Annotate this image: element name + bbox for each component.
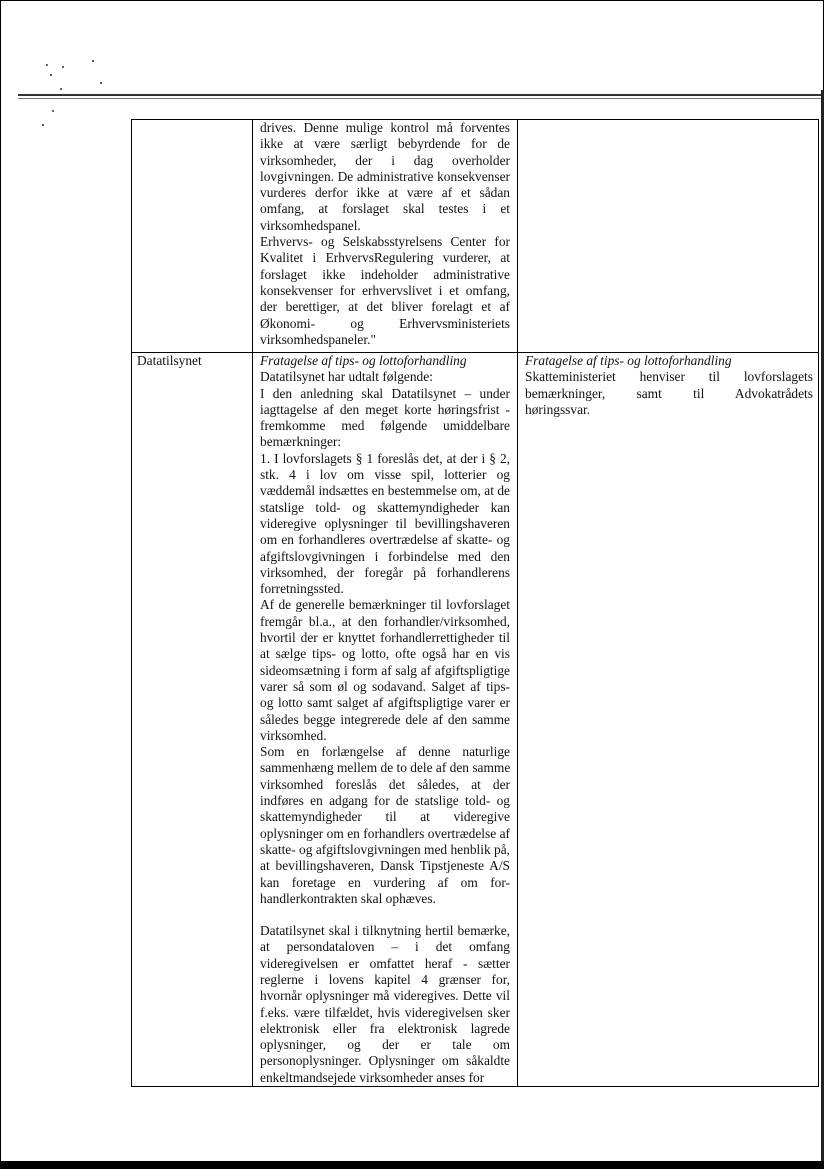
- text-line: at persondataloven – i det omfang: [260, 939, 510, 955]
- text-line: virksomheder, der i dag overholder: [260, 152, 510, 168]
- text-line: I den anledning skal Datatilsynet – under: [260, 385, 510, 401]
- scan-speck: [60, 88, 62, 90]
- comment-heading: Fratagelse af tips- og lottoforhandling: [260, 353, 467, 368]
- text-line: således begge integrerede dele af den samme: [260, 711, 510, 727]
- scan-speck: [100, 82, 102, 84]
- table-row: [132, 120, 819, 353]
- text-line: virksomhedspanel.: [260, 217, 361, 233]
- text-line: bemærkninger:: [260, 434, 342, 450]
- text-line: videregivelsen er omfattet heraf - sætter: [260, 955, 510, 971]
- text-line: Skatteministeriet henviser til lovforslagets: [525, 369, 813, 385]
- scan-speck: [92, 60, 94, 62]
- text-line: bemærkninger, samt til Advokatrådets: [525, 385, 813, 401]
- header-rule-thin: [18, 98, 824, 99]
- text-line: virksomhedspaneler.": [260, 331, 376, 347]
- text-line: virksomhed foreslås det således, at der: [260, 776, 510, 792]
- response-text: [525, 369, 813, 418]
- text-line: Af de generelle bemærkninger til lovforslaget: [260, 597, 510, 613]
- text-line: sammenhæng mellem de to dele af den samme: [260, 760, 511, 776]
- text-line: stk. 4 i lov om visse spil, lotterier og: [260, 467, 510, 483]
- respondent-name: Datatilsynet: [137, 353, 202, 368]
- text-line: personoplysninger. Oplysninger om såkaldte: [260, 1053, 510, 1069]
- text-line: Datatilsynet har udtalt følgende:: [260, 369, 433, 385]
- scan-speck: [46, 64, 48, 66]
- text-line: videregive oplysninger til bevillingshaveren: [260, 515, 510, 531]
- comment-text: [260, 120, 510, 348]
- text-line: varer så som øl og sodavand. Salget af tips-: [260, 678, 510, 694]
- text-line: reglerne i lovens kapitel 4 grænser for,: [260, 971, 510, 987]
- text-line: lovgivningen. De administrative konsekvenser: [260, 168, 510, 184]
- text-line: statslige told- og skattemyndigheder kan: [260, 499, 510, 515]
- scan-speck: [50, 74, 52, 76]
- scan-speck: [42, 124, 44, 126]
- text-line: fremgår bl.a., at den forhandler/virksomhed,: [260, 613, 510, 629]
- text-line: kan foretage en vurdering af om for-: [260, 874, 510, 890]
- text-line: skatte- og afgiftslovgivningen med henblik på,: [260, 841, 510, 857]
- text-line: afgiftslovgivningen i forbindelse med den: [260, 548, 510, 564]
- comment-cell: [253, 120, 518, 353]
- response-cell: [518, 120, 819, 353]
- text-line: indføres en adgang for de statslige told- og: [260, 793, 510, 809]
- response-cell: [518, 353, 819, 1087]
- text-line: hvornår oplysninger må videregives. Dette vil: [260, 988, 510, 1004]
- respondent-cell: [132, 120, 253, 353]
- text-line: oplysninger om en forhandlers overtrædelse af: [260, 825, 510, 841]
- text-line: f.eks. være tilfældet, hvis videregivelsen sker: [260, 1004, 510, 1020]
- text-line: ikke at være særligt bebyrdende for de: [260, 136, 510, 152]
- table-row: [132, 353, 819, 1087]
- text-line: virksomhed.: [260, 727, 327, 743]
- text-line: vurderes derfor ikke at være af et sådan: [260, 185, 510, 201]
- text-line: virksomhed, der foregår på forhandlerens: [260, 564, 510, 580]
- comment-text: [260, 369, 510, 1086]
- respondent-cell: [132, 353, 253, 1087]
- text-line: 1. I lovforslagets § 1 foreslås det, at der i § 2,: [260, 450, 510, 466]
- text-line: der berettiger, at det bliver forelagt et af: [260, 299, 510, 315]
- text-line: skattemyndigheder til at videregive: [260, 809, 510, 825]
- text-line: Kvalitet i ErhvervsRegulering vurderer, at: [260, 250, 510, 266]
- text-line: Erhvervs- og Selskabsstyrelsens Center for: [260, 234, 510, 250]
- text-line: Som en forlængelse af denne naturlige: [260, 744, 510, 760]
- header-rule: [18, 94, 824, 96]
- text-line: konsekvenser for erhvervslivet i et omfang,: [260, 282, 510, 298]
- text-line: forretningssted.: [260, 581, 344, 597]
- text-line: drives. Denne mulige kontrol må forventes: [260, 120, 510, 135]
- scan-bottom-edge: [0, 1161, 824, 1169]
- text-line: væddemål indsættes en bestemmelse om, at de: [260, 483, 510, 499]
- text-line: enkeltmandsejede virksomheder anses for: [260, 1069, 485, 1085]
- text-line: at bevillingshaveren, Dansk Tipstjeneste A/S: [260, 858, 510, 874]
- comment-cell: [253, 353, 518, 1087]
- scan-speck: [62, 66, 64, 68]
- response-heading: Fratagelse af tips- og lottoforhandling: [525, 353, 732, 368]
- text-line: og lotto samt salget af afgiftspligtige varer er: [260, 695, 510, 711]
- text-line: Datatilsynet skal i tilknytning hertil bemærke,: [260, 923, 510, 939]
- text-line: iagttagelse af den meget korte høringsfrist -: [260, 401, 510, 417]
- text-line: høringssvar.: [525, 401, 591, 417]
- text-line: Økonomi- og Erhvervsministeriets: [260, 315, 510, 331]
- text-line: om en forhandleres overtrædelse af skatte- og: [260, 532, 510, 548]
- text-line: fremkomme med følgende umiddelbare: [260, 418, 510, 434]
- text-line: forslaget ikke indeholder administrative: [260, 266, 510, 282]
- text-line: omfang, at forslaget skal testes i et: [260, 201, 510, 217]
- text-line: handlerkontrakten skal ophæves.: [260, 890, 436, 906]
- text-line: hvortil der er knyttet forhandlerrettigheder til: [260, 630, 510, 646]
- text-line: at sælge tips- og lotto, ofte også har en vis: [260, 646, 510, 662]
- text-line: sideomsætning i form af salg af afgiftspligtige: [260, 662, 510, 678]
- scan-speck: [52, 110, 54, 112]
- text-line: elektronisk eller fra elektronisk lagrede: [260, 1020, 510, 1036]
- paragraph-gap: [260, 907, 510, 923]
- consultation-table: [131, 119, 819, 1087]
- text-line: oplysninger, og der er tale om: [260, 1037, 510, 1053]
